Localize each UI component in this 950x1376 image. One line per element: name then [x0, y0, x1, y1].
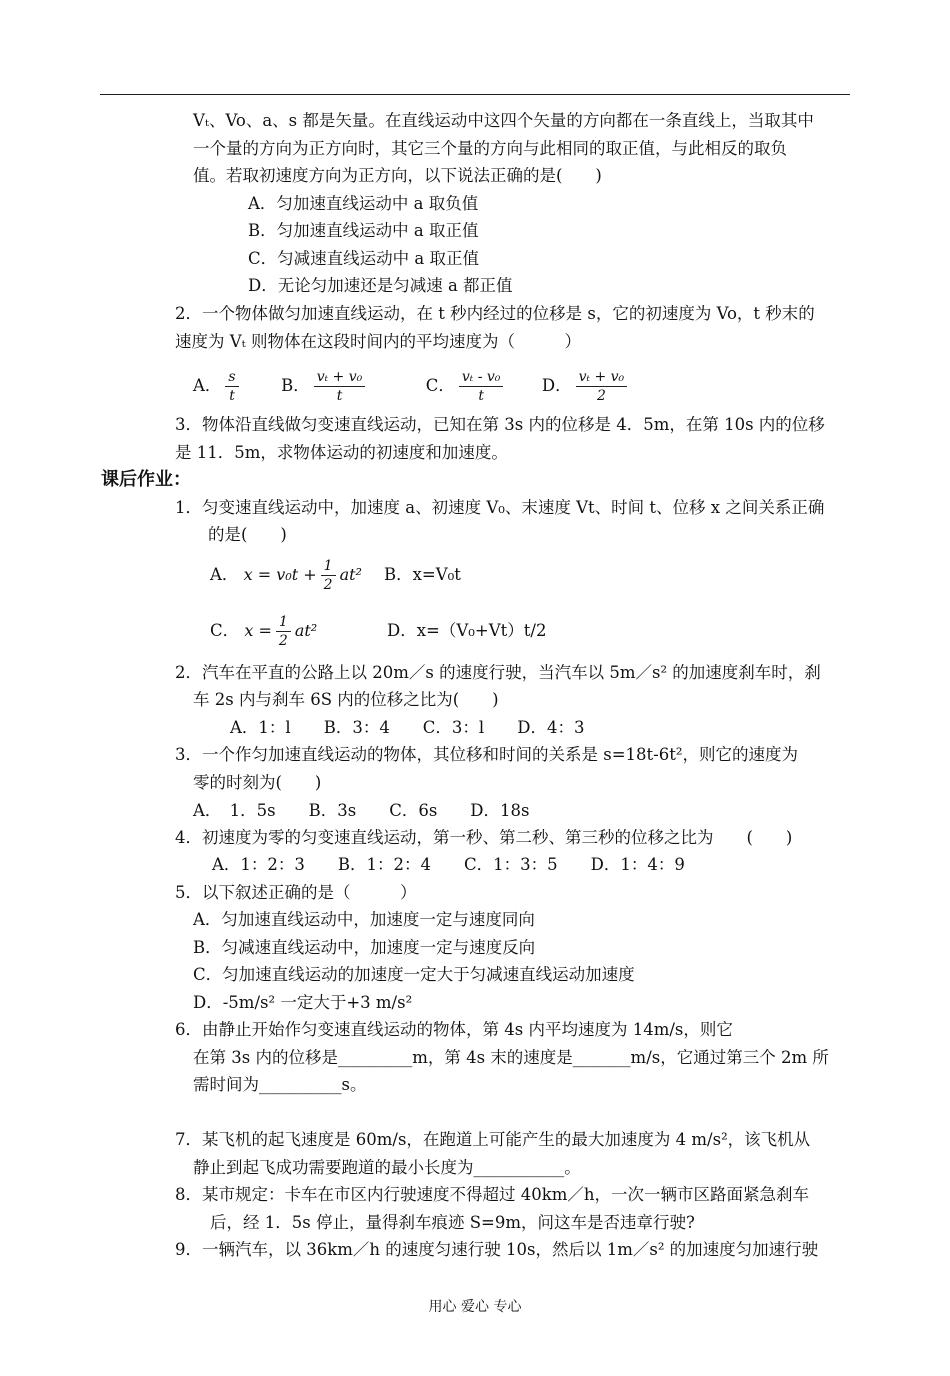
- hw3-line-2: 零的时刻为( ): [193, 773, 322, 792]
- top-option-b: B．匀加速直线运动中 a 取正值: [248, 221, 479, 240]
- hw1-option-c-fraction: [276, 613, 291, 650]
- hw1-option-c-tail: at²: [294, 621, 318, 640]
- hw1-option-a-fraction: [321, 557, 336, 594]
- q2-fraction-c: [459, 368, 504, 405]
- hw6-line-3: 需时间为__________s。: [193, 1075, 367, 1094]
- q2-fraction-d: [576, 368, 628, 405]
- header-rule: [100, 94, 850, 95]
- top-option-a: A．匀加速直线运动中 a 取负值: [248, 194, 479, 213]
- q2-option-c-label: C．: [425, 376, 455, 395]
- hw1-option-b: B．x=V₀t: [384, 565, 461, 584]
- page-footer: 用心 爱心 专心: [428, 1299, 522, 1315]
- hw5-option-b: B．匀减速直线运动中，加速度一定与速度反向: [193, 938, 536, 957]
- q2-fraction-b-den: t: [336, 388, 343, 404]
- q2-line-1: 2．一个物体做匀加速直线运动，在 t 秒内经过的位移是 s，它的初速度为 Vo，t 秒末的: [175, 304, 815, 323]
- hw3-line-1: 3．一个作匀加速直线运动的物体，其位移和时间的关系是 s=18t-6t²，则它的速度为: [175, 745, 798, 764]
- q2-fraction-c-num: vₜ - v₀: [459, 368, 504, 387]
- q2-fraction-a: [225, 368, 238, 405]
- hw5-option-a: A．匀加速直线运动中，加速度一定与速度同向: [193, 910, 535, 929]
- hw8-line-1: 8．某市规定：卡车在市区内行驶速度不得超过 40km／h，一次一辆市区路面紧急刹车: [175, 1185, 810, 1204]
- hw1-option-a-num: 1: [321, 557, 336, 576]
- q2-fraction-b-num: vₜ + v₀: [314, 368, 366, 387]
- hw2-line-1: 2．汽车在平直的公路上以 20m／s 的速度行驶，当汽车以 5m／s² 的加速度刹车时，刹: [175, 663, 821, 682]
- hw1-option-c-num: 1: [276, 613, 291, 632]
- hw5-line-1: 5．以下叙述正确的是（ ）: [175, 883, 417, 902]
- q2-fraction-d-num: vₜ + v₀: [576, 368, 628, 387]
- top-option-c: C．匀减速直线运动中 a 取正值: [248, 249, 479, 268]
- q2-fraction-a-num: s: [225, 368, 238, 387]
- hw1-option-c: [210, 608, 317, 654]
- q2-fraction-c-den: t: [478, 388, 484, 404]
- hw1-option-a: [210, 552, 362, 598]
- hw9-line-1: 9．一辆汽车，以 36km／h 的速度匀速行驶 10s，然后以 1m／s² 的加速度匀加速行驶: [175, 1240, 819, 1259]
- hw1-line-1: 1．匀变速直线运动中，加速度 a、初速度 V₀、末速度 Vt、时间 t、位移 x 之间关系正确: [175, 498, 825, 517]
- hw8-line-2: 后，经 1．5s 停止，量得刹车痕迹 S=9m，问这车是否违章行驶?: [210, 1213, 695, 1232]
- hw1-line-2: 的是( ): [208, 525, 287, 544]
- hw1-option-a-tail: at²: [339, 565, 362, 584]
- q2-fraction-a-den: t: [229, 388, 235, 404]
- hw6-line-2: 在第 3s 内的位移是_________m，第 4s 末的速度是_______m/s，它通过第三个 2m 所: [193, 1048, 829, 1067]
- homework-heading: 课后作业：: [101, 469, 191, 490]
- hw7-line-1: 7．某飞机的起飞速度是 60m/s，在跑道上可能产生的最大加速度为 4 m/s²，该飞机从: [175, 1130, 811, 1149]
- q2-option-b-label: B．: [281, 376, 310, 395]
- hw7-line-2: 静止到起飞成功需要跑道的最小长度为___________。: [193, 1158, 581, 1177]
- q2-options: [193, 364, 631, 408]
- q2-option-d-label: D．: [541, 376, 572, 395]
- q2-option-a-label: A．: [193, 376, 222, 395]
- q2-fraction-d-den: 2: [596, 388, 606, 404]
- hw2-options: A．1：l B．3：4 C．3：l D．4：3: [230, 718, 585, 737]
- hw4-options: A．1：2：3 B．1：2：4 C．1：3：5 D．1：4：9: [212, 855, 685, 874]
- top-option-d: D．无论匀加速还是匀减速 a 都正值: [248, 276, 513, 295]
- hw5-option-d: D．-5m/s² 一定大于+3 m/s²: [193, 993, 413, 1012]
- q3-line-1: 3．物体沿直线做匀变速直线运动，已知在第 3s 内的位移是 4．5m，在第 10s 内的位移: [175, 415, 825, 434]
- hw5-option-c: C．匀加速直线运动的加速度一定大于匀减速直线运动加速度: [193, 965, 635, 984]
- hw1-option-a-den: 2: [323, 577, 333, 593]
- hw1-option-a-label: A．: [210, 565, 239, 584]
- hw1-option-c-label: C．: [210, 621, 240, 640]
- hw1-option-d: D．x=（V₀+Vt）t/2: [387, 621, 547, 640]
- hw1-option-c-den: 2: [278, 633, 288, 649]
- q2-fraction-b: [314, 368, 366, 405]
- q3-line-2: 是 11．5m，求物体运动的初速度和加速度。: [175, 443, 508, 462]
- hw4-line-1: 4．初速度为零的匀变速直线运动，第一秒、第二秒、第三秒的位移之比为 ( ): [175, 828, 793, 847]
- hw1-option-a-lhs: x = v₀t +: [243, 565, 317, 584]
- q2-line-2: 速度为 Vₜ 则物体在这段时间内的平均速度为（ ）: [175, 332, 581, 351]
- hw3-options: A． 1．5s B．3s C．6s D．18s: [193, 801, 530, 820]
- top-line-1: Vₜ、Vo、a、s 都是矢量。在直线运动中这四个矢量的方向都在一条直线上，当取其中: [193, 111, 814, 130]
- hw1-option-c-lhs: x =: [244, 621, 272, 640]
- top-line-3: 值。若取初速度方向为正方向，以下说法正确的是( ): [193, 166, 602, 185]
- hw2-line-2: 车 2s 内与刹车 6S 内的位移之比为( ): [193, 690, 499, 709]
- hw6-line-1: 6．由静止开始作匀变速直线运动的物体，第 4s 内平均速度为 14m/s，则它: [175, 1020, 733, 1039]
- top-line-2: 一个量的方向为正方向时，其它三个量的方向与此相同的取正值，与此相反的取负: [193, 139, 787, 158]
